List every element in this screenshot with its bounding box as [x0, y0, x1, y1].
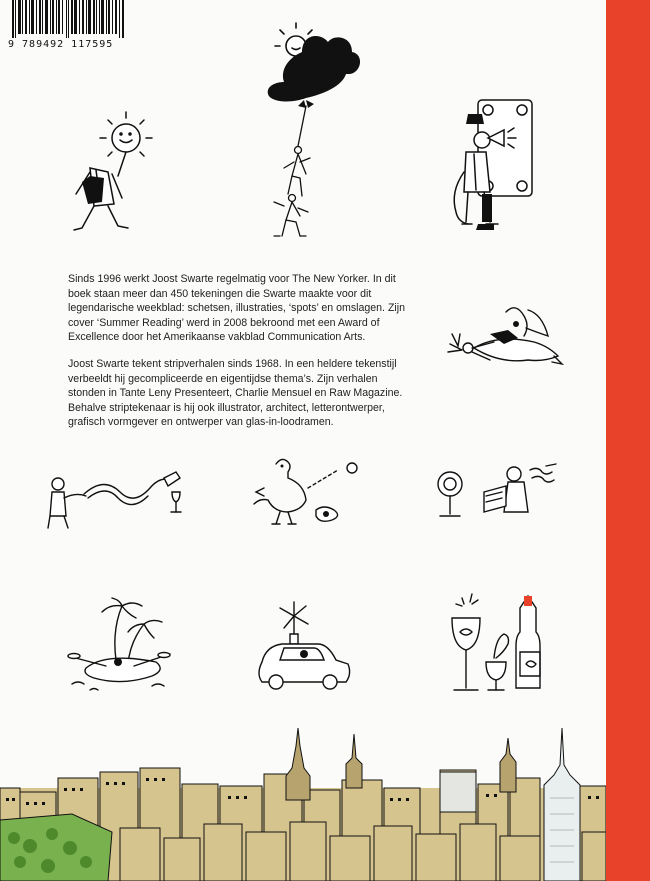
wine-glasses-illustration [446, 592, 556, 694]
city-skyline-illustration [0, 728, 606, 881]
description-paragraph-1: Sinds 1996 werkt Joost Swarte regelmatig voor The New Yorker. In dit boek staan meer dan 450 tekeningen die Swarte maakte voor dit legendarische weekblad: schetsen, illustraties, ‘spots’ en omslagen. Zijn cover ‘Summer Reading’ werd in 2008 bekroond met een Award of Excellence door het Amerikaanse vakblad Communication Arts. [68, 273, 406, 343]
chicken-egg-illustration [246, 458, 366, 528]
wine-pouring-illustration [44, 470, 184, 532]
megaphone-man-illustration [448, 98, 548, 238]
book-spine [606, 0, 650, 881]
sun-head-man-illustration [60, 112, 160, 240]
isbn-number: 9 789492 117595 [8, 39, 114, 50]
cloud-balloon-illustration [262, 22, 372, 240]
island-rowers-illustration [66, 600, 176, 692]
description-paragraph-2: Joost Swarte tekent stripverhalen sinds 1968. In een heldere tekenstijl verbeeldt hij gecompliceerde en eigentijdse thema’s. Zijn verhalen stonden in Tante Leny Presenteert, Charlie Mensuel en Raw Magazine. Behalve striptekenaar is hij ook illustrator, architect, letterontwerper, grafisch vormgever en ontwerper van glas-in-loodramen. [68, 358, 403, 428]
fan-reader-illustration [436, 462, 566, 524]
bird-rider-illustration [444, 304, 564, 382]
barcode-bars [12, 0, 124, 38]
car-propeller-illustration [254, 600, 354, 700]
isbn-barcode [8, 0, 128, 52]
